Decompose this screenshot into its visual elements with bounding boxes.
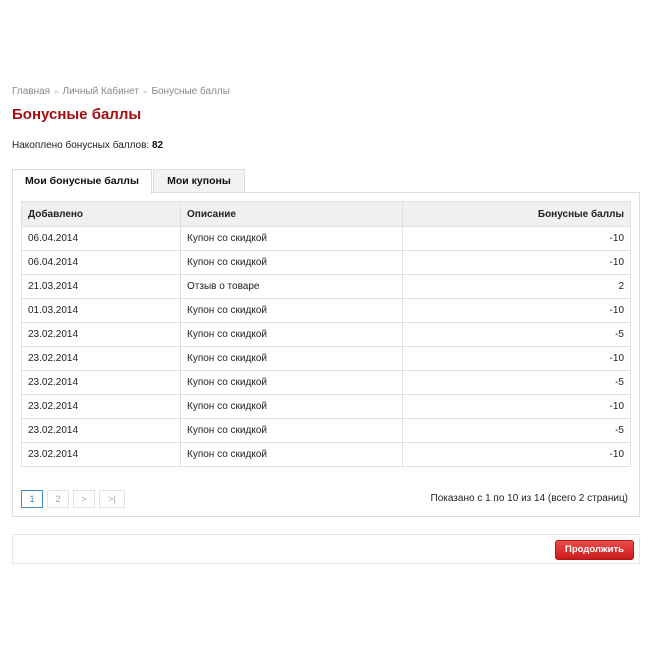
page-title: Бонусные баллы [12, 106, 142, 123]
cell-date: 23.02.2014 [22, 443, 181, 467]
next-page-button[interactable]: > [73, 490, 95, 508]
page-1-button[interactable]: 1 [21, 490, 43, 508]
cell-bonus-points: -10 [403, 227, 631, 251]
table-row [22, 419, 631, 443]
cell-date: 01.03.2014 [22, 299, 181, 323]
breadcrumb [12, 86, 230, 97]
cell-description: Купон со скидкой [181, 371, 403, 395]
actions-bar [12, 534, 640, 564]
cell-description: Отзыв о товаре [181, 275, 403, 299]
tab-my-bonus-points[interactable]: Мои бонусные баллы [12, 169, 152, 194]
cell-description: Купон со скидкой [181, 419, 403, 443]
table-row [22, 395, 631, 419]
cell-date: 23.02.2014 [22, 371, 181, 395]
cell-bonus-points: -5 [403, 323, 631, 347]
cell-date: 23.02.2014 [22, 347, 181, 371]
breadcrumb-home-link[interactable]: Главная [12, 86, 51, 97]
cell-bonus-points: -5 [403, 419, 631, 443]
cell-bonus-points: -10 [403, 347, 631, 371]
breadcrumb-separator: » [54, 87, 59, 96]
cell-date: 06.04.2014 [22, 251, 181, 275]
cell-bonus-points: -10 [403, 443, 631, 467]
column-header-bonus-points: Бонусные баллы [403, 202, 631, 227]
cell-description: Купон со скидкой [181, 443, 403, 467]
cell-date: 23.02.2014 [22, 395, 181, 419]
table-row [22, 299, 631, 323]
table-row [22, 227, 631, 251]
cell-date: 06.04.2014 [22, 227, 181, 251]
cell-date: 23.02.2014 [22, 323, 181, 347]
breadcrumb-account-link[interactable]: Личный Кабинет [62, 86, 139, 97]
bonus-points-panel [12, 192, 640, 517]
table-row [22, 443, 631, 467]
bonus-points-table [21, 201, 631, 467]
bonus-balance [12, 140, 163, 151]
cell-date: 21.03.2014 [22, 275, 181, 299]
cell-bonus-points: -10 [403, 251, 631, 275]
column-header-added: Добавлено [22, 202, 181, 227]
balance-value: 82 [151, 140, 164, 151]
cell-description: Купон со скидкой [181, 227, 403, 251]
page-2-button[interactable]: 2 [47, 490, 69, 508]
table-row [22, 371, 631, 395]
pagination-info: Показано с 1 по 10 из 14 (всего 2 страниц) [430, 493, 628, 504]
cell-description: Купон со скидкой [181, 395, 403, 419]
table-row [22, 323, 631, 347]
cell-description: Купон со скидкой [181, 251, 403, 275]
breadcrumb-bonus-link[interactable]: Бонусные баллы [151, 86, 230, 97]
cell-description: Купон со скидкой [181, 323, 403, 347]
cell-description: Купон со скидкой [181, 299, 403, 323]
balance-label: Накоплено бонусных баллов: [12, 140, 150, 151]
last-page-button[interactable]: >| [99, 490, 125, 508]
cell-bonus-points: -10 [403, 299, 631, 323]
table-header-row [22, 202, 631, 227]
cell-date: 23.02.2014 [22, 419, 181, 443]
cell-bonus-points: -5 [403, 371, 631, 395]
table-row [22, 347, 631, 371]
cell-bonus-points: 2 [403, 275, 631, 299]
table-row [22, 251, 631, 275]
continue-button[interactable]: Продолжить [555, 540, 634, 560]
table-row [22, 275, 631, 299]
tab-my-coupons[interactable]: Мои купоны [153, 169, 245, 193]
column-header-description: Описание [181, 202, 403, 227]
cell-description: Купон со скидкой [181, 347, 403, 371]
cell-bonus-points: -10 [403, 395, 631, 419]
breadcrumb-separator: » [142, 87, 148, 96]
